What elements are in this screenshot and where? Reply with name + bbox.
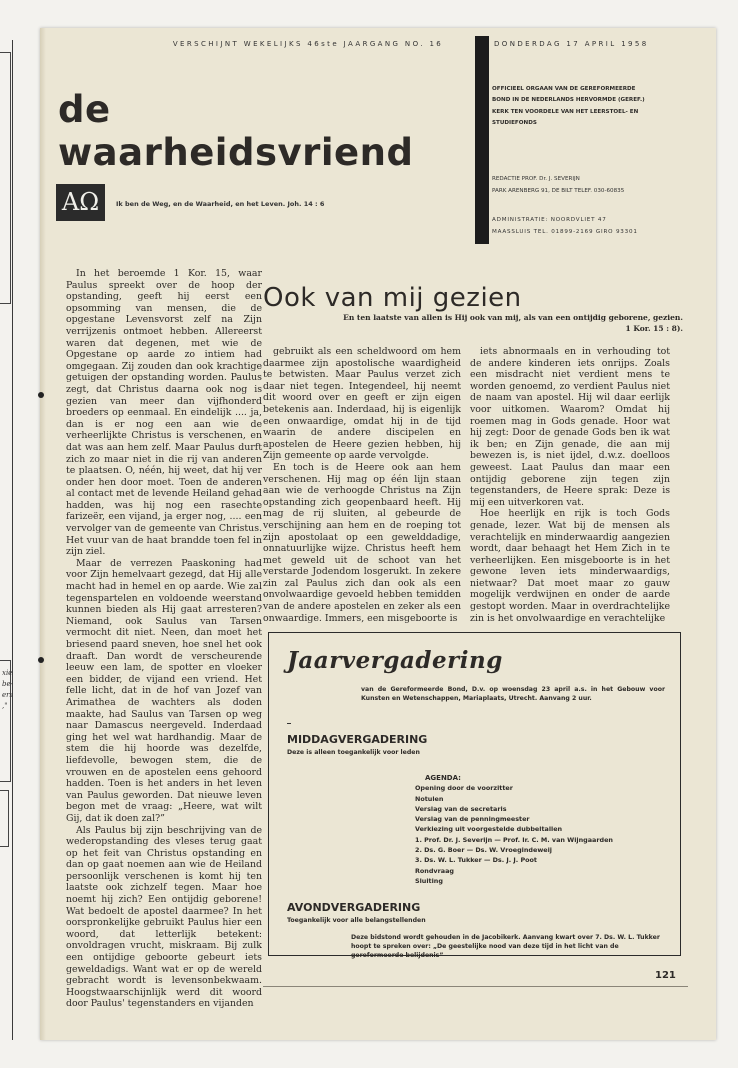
evening-note: Deze bidstond wordt gehouden in de Jacobikerk. Aanvang kwart over 7. Ds. W. L. Tukker hoopt te spreken over: „De geestelijke nood van deze tijd in het licht van de gereformeerde belijdenis” xyxy=(351,934,660,959)
paragraph: Maar de verrezen Paaskoning had voor Zijn hemelvaart gezegd, dat Hij alle macht had in hemel en op aarde. Wie zal tegenspartelen en voldoende weerstand kunnen bieden als Hij gaat arresteren? Niemand, ook Saulus van Tarsen vermocht dit niet. Neen, dan moet het briesend paard sneven, hoe snel het ook draaft. Dan wordt de verscheurende leeuw een lam, de spotter en vloeker een bidder, de vijand een vriend. Het felle licht, dat in de hof van Jozef van Arimathea de wachters als doden maakte, had Saulus van Tarsen op weg naar Damascus neergeveld. Inderdaad ging het wel wat hardhandig. Maar de stem die hij hoorde was dezelfde, liefdevolle, bewogen stem, die de vrouwen en de apostelen eens gehoord hadden. Toen is het anders in het leven van Paulus geworden. Dat nieuwe leven begon met de vraag: „Heere, wat wilt Gij, dat ik doen zal?” xyxy=(66,557,262,824)
page-number: 121 xyxy=(655,970,676,981)
agenda-item: Notulen xyxy=(415,794,444,803)
previous-page-bracket xyxy=(0,790,9,847)
admin-line: MAASSLUIS TEL. 01899-2169 GIRO 93301 xyxy=(492,229,638,235)
fragment: be- xyxy=(2,680,13,688)
masthead-title: de waarheidsvriend xyxy=(58,88,414,174)
agenda-item: Rondvraag xyxy=(415,866,454,875)
article-column-3 xyxy=(470,346,670,624)
motto: Ik ben de Weg, en de Waarheid, en het Leven. Joh. 14 : 6 xyxy=(116,200,325,208)
article-column-1 xyxy=(66,268,262,1010)
newspaper-page xyxy=(40,28,716,1040)
org-line: KERK TEN VOORDELE VAN HET LEERSTOEL- EN xyxy=(492,108,639,115)
article-column-2 xyxy=(263,346,461,624)
agenda-item: Opening door de voorzitter xyxy=(415,784,513,793)
agenda-item: Verslag van de penningmeester xyxy=(415,815,530,824)
admin-line: ADMINISTRATIE: NOORDVLIET 47 xyxy=(492,217,607,223)
administration-address xyxy=(492,214,712,238)
agenda-item: 2. Ds. G. Boer — Ds. W. Vroegindeweij xyxy=(415,846,552,855)
fragment: ," xyxy=(2,702,8,710)
divider xyxy=(287,723,291,724)
org-line: OFFICIEEL ORGAAN VAN DE GEREFORMEERDE xyxy=(492,86,636,92)
issue-line: VERSCHIJNT WEKELIJKS 46ste JAARGANG NO. 16 xyxy=(172,40,444,48)
paragraph: Als Paulus bij zijn beschrijving van de wederopstanding des vleses terug gaat op het feit van Christus opstanding en dan op gaat noemen aan wie de Heiland persoonlijk verschenen is komt hij ten laatste ook zichzelf tegen. Maar hoe noemt hij zich? Een ontijdig geborene! Wat bedoelt de apostel daarmee? In het oorspronkelijke gebruikt Paulus hier een woord, dat letterlijk betekent: onvoldragen vrucht, miskraam. Bij zulk een ontijdige geboorte gebeurt iets geweldadigs. Want wat er op de wereld gebracht wordt is levensonbekwaam. Hoogstwaarschijnlijk werd dit woord door Paulus' tegenstanders en vijanden xyxy=(66,824,262,1010)
paragraph: En toch is de Heere ook aan hem verschenen. Hij mag op één lijn staan aan wie de verhoogde Christus na Zijn opstanding zich geopenbaard heeft. Hij mag de rij sluiten, al gebeurde de verschijning aan hem en de roeping tot zijn apostolaat op een gewelddadige, onnatuurlijke wijze. Christus heeft hem met geweld uit de schoot van het verstarde Jodendom losgerukt. In zekere zin zal Paulus zich dan ook als een onvolwaardige gevoeld hebben temidden van de andere apostelen en zeker als een onwaardige. Immers, een misgeboorte is xyxy=(263,461,461,624)
org-line: STUDIEFONDS xyxy=(492,119,537,126)
agenda-item: Verkiezing uit voorgestelde dubbeltallen xyxy=(415,825,563,834)
masthead-divider-bar xyxy=(475,36,489,244)
publisher-organization xyxy=(492,84,712,129)
org-line: BOND IN DE NEDERLANDS HERVORMDE (GEREF.) xyxy=(492,97,645,104)
midday-heading: MIDDAGVERGADERING xyxy=(287,733,428,746)
agenda-item: 3. Ds. W. L. Tukker — Ds. J. J. Poot xyxy=(415,856,537,865)
alpha-omega-logo: AΩ xyxy=(56,184,105,221)
redactie-line: REDACTIE PROF. Dr. J. SEVERIJN xyxy=(492,176,580,182)
fragment: ers xyxy=(2,691,14,699)
paragraph: Hoe heerlijk en rijk is toch Gods genade, lezer. Wat bij de mensen als verachtelijk en minderwaardig aangezien wordt, daar behaagt het Hem Zich in te verheerlijken. Een misgeboorte is in het gewone leven iets minderwaardigs, nietwaar? Dat moet maar zo gauw mogelijk verdwijnen en onder de aarde gestopt worden. Maar in overdrachtelijke zin is het onvolwaardige en verachtelijke xyxy=(470,508,670,624)
bottom-rule xyxy=(263,986,688,987)
previous-page-bracket xyxy=(0,52,11,304)
meeting-title: Jaarvergadering xyxy=(287,647,503,674)
date-line: DONDERDAG 17 APRIL 1958 xyxy=(494,40,649,48)
paragraph: gebruikt als een scheldwoord om hem daarmee zijn apostolische waardigheid te betwisten. Maar Paulus verzet zich daar niet tegen. Integendeel, hij neemt dit woord over en geeft er zijn eigen betekenis aan. Inderdaad, hij is eigenlijk een onwaardige, omdat hij in de tijd waarin de andere discipelen en apostelen de Heere gezien hebben, hij Zijn gemeente op aarde vervolgde. xyxy=(263,346,461,462)
agenda-item: 1. Prof. Dr. J. Severijn — Prof. Ir. C. M. van Wijngaarden xyxy=(415,835,613,844)
meeting-announcement-box xyxy=(268,632,681,959)
page-fold-shadow xyxy=(40,28,46,1040)
agenda xyxy=(415,773,675,886)
fragment: xie xyxy=(2,669,13,677)
article-subtitle xyxy=(263,312,683,334)
meeting-intro: van de Gereformeerde Bond, D.v. op woensdag 23 april a.s. in het Gebouw voor Kunsten en Wetenschappen, Mariaplaats, Utrecht. Aanvang 2 uur. xyxy=(361,686,665,702)
previous-page-text-fragments xyxy=(2,668,13,712)
midday-subheading: Deze is alleen toegankelijk voor leden xyxy=(287,749,420,756)
subtitle-text: En ten laatste van allen is Hij ook van mij, als van een ontijdig geborene, gezien. xyxy=(343,313,683,322)
subtitle-reference: 1 Kor. 15 : 8). xyxy=(625,324,683,333)
agenda-heading: AGENDA: xyxy=(425,774,461,782)
binding-hole-icon xyxy=(38,657,44,663)
paragraph: iets abnormaals en in verhouding tot de andere kinderen iets onrijps. Zoals een misdracht niet verdient mens te worden genoemd, zo verdient Paulus niet de naam van apostel. Hij wil daar eerlijk voor uitkomen. Waarom? Omdat hij roemen mag in Gods genade. Hoor wat hij zegt: Door de genade Gods ben ik wat ik ben; en Zijn genade, die aan mij bewezen is, is niet ijdel, d.w.z. doelloos geweest. Laat Paulus dan maar een ontijdig geborene zijn tegen zijn tegenstanders, de Heere sprak: Deze is mij een uitverkoren vat. xyxy=(470,346,670,508)
editorial-address xyxy=(492,174,712,197)
evening-subheading: Toegankelijk voor alle belangstellenden xyxy=(287,917,426,924)
article-title: Ook van mij gezien xyxy=(263,283,522,313)
paragraph: In het beroemde 1 Kor. 15, waar Paulus spreekt over de hoop der opstanding, geeft hij eerst een opsomming van mensen, die de opgestane Levensvorst zelf na Zijn verrijzenis ontmoet hebben. Allereerst waren dat degenen, met wie de Opgestane op aarde zo intiem had omgegaan. Zij zouden dan ook krachtige getuigen der opstanding worden. Paulus zegt, dat Christus daarna ook nog is gezien van meer dan vijfhonderd broeders op eenmaal. En eindelijk .... ja, dan is er nog een aan wie de verheerlijkte Christus is verschenen, en dat was aan hem zelf. Maar Paulus durft zich zo maar niet in die rij van anderen te plaatsen. O, néén, hij weet, dat hij ver onder hen door moet. Toen de anderen al contact met de levende Heiland gehad hadden, was hij nog een rasechte farizeër, een vijand, ja erger nog, .... een vervolger van de gemeente van Christus. Het vuur van de haat brandde toen fel in zijn ziel. xyxy=(66,268,262,558)
redactie-line: PARK ARENBERG 91, DE BILT TELEF. 030-60835 xyxy=(492,187,625,194)
binding-hole-icon xyxy=(38,392,44,398)
agenda-item: Verslag van de secretaris xyxy=(415,804,507,813)
evening-heading: AVONDVERGADERING xyxy=(287,901,421,914)
agenda-item: Sluiting xyxy=(415,876,443,885)
